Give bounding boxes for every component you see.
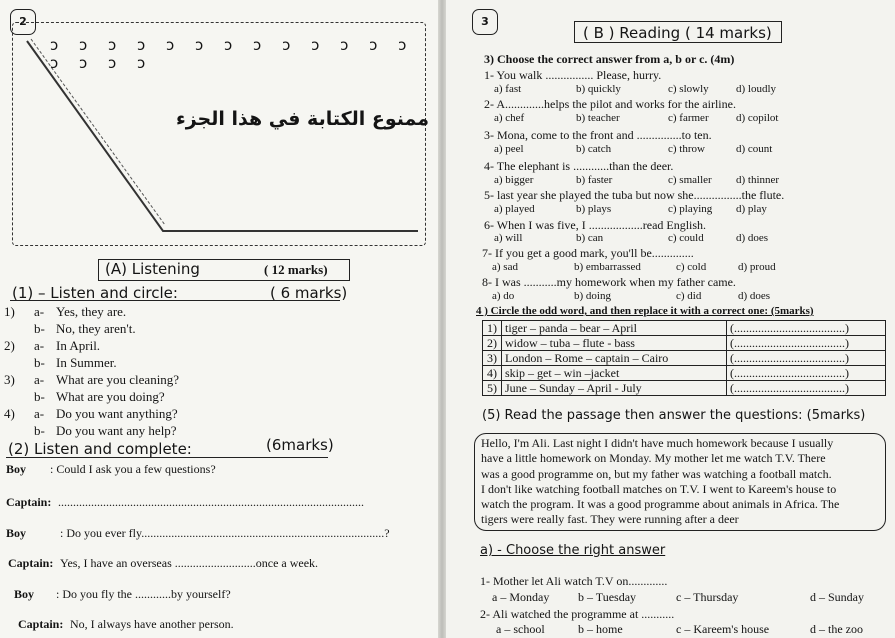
part2-title: (2) Listen and complete: <box>8 440 192 458</box>
passage-line: have a little homework on Monday. My mother let me watch T.V. There <box>481 451 826 466</box>
mcq-stem: 6- When I was five, I ..................read English. <box>484 218 707 232</box>
mcq-options: a) sad b) embarrassed c) cold d) proud <box>492 261 776 273</box>
qa-stem: 2- Ali watched the programme at ........... <box>480 607 675 621</box>
dialogue-line: Boy : Could I ask you a few questions? <box>6 462 216 476</box>
listen-item: 4) a- Do you want anything? <box>4 406 178 421</box>
mcq-stem: 8- I was ...........my homework when my father came. <box>482 275 736 289</box>
listen-item: b- No, they aren't. <box>34 321 136 336</box>
mcq-options: a) bigger b) faster c) smaller d) thinner <box>494 174 780 186</box>
part1-title: (1) – Listen and circle: <box>12 284 178 302</box>
mcq-stem: 3- Mona, come to the front and ...............to ten. <box>484 128 712 142</box>
passage-line: was a good programme on, but my father was watching a football match. <box>481 466 832 481</box>
dialogue-line: Captain: Yes, I have an overseas ...........................once a week. <box>8 556 319 570</box>
passage-line: Hello, I'm Ali. Last night I didn't have much homework because I usually <box>481 436 834 450</box>
part2-underline <box>6 457 328 458</box>
listen-item: 1) a- Yes, they are. <box>4 304 127 319</box>
qa-title: a) - Choose the right answer <box>480 543 666 558</box>
dialogue-line: Boy : Do you ever fly.................................................................................? <box>6 526 390 540</box>
listen-item: b- In Summer. <box>34 355 117 370</box>
listen-item: 3) a- What are you cleaning? <box>4 372 180 387</box>
mcq-options: a) played b) plays c) playing d) play <box>494 203 767 215</box>
listen-item: b- What are you doing? <box>34 389 165 404</box>
passage-line: tigers were really fast. They were running after a deer <box>481 512 739 527</box>
mcq-options: a) do b) doing c) did d) does <box>492 290 771 302</box>
q4-title: 4 ) Circle the odd word, and then replace it with a correct one: (5marks) <box>476 305 814 317</box>
table-row: 4) skip – get – win –jacket (.....................................) <box>483 366 886 381</box>
listen-item: 2) a- In April. <box>4 338 101 353</box>
answer-blank[interactable]: (.....................................) <box>727 351 886 366</box>
answer-blank[interactable]: (.....................................) <box>727 321 886 336</box>
table-row: 1) tiger – panda – bear – April (.....................................) <box>483 321 886 336</box>
odd-word-table <box>482 320 886 396</box>
table-row: 2) widow – tuba – flute - bass (.....................................) <box>483 336 886 351</box>
mcq-stem: 5- last year she played the tuba but now she................the flute. <box>484 188 785 202</box>
mcq-options: a) fast b) quickly c) slowly d) loudly <box>494 83 777 95</box>
mcq-stem: 2- A.............helps the pilot and works for the airline. <box>484 97 736 111</box>
left-page <box>0 0 438 638</box>
mcq-stem: 7- If you get a good mark, you'll be.............. <box>482 246 694 260</box>
dialogue-line: Captain: ...................................................................................................... <box>6 495 364 509</box>
arabic-no-writing-note: ممنوع الكتابة في هذا الجزء <box>176 108 430 130</box>
binder-ring-marks: ↄ ↄ ↄ ↄ ↄ ↄ ↄ ↄ ↄ ↄ ↄ ↄ ↄ ↄ ↄ ↄ ↄ <box>50 36 415 72</box>
passage-line: watch the program. It was a good programme about animals in Africa. The <box>481 497 840 512</box>
listen-item: b- Do you want any help? <box>34 423 177 438</box>
mcq-options: a) peel b) catch c) throw d) count <box>494 143 773 155</box>
book-gutter <box>438 0 446 638</box>
table-row: 5) June – Sunday – April - July (.....................................) <box>483 381 886 396</box>
answer-blank[interactable]: (.....................................) <box>727 381 886 396</box>
mcq-stem: 1- You walk ................ Please, hurry. <box>484 68 662 82</box>
mcq-stem: 4- The elephant is ............than the deer. <box>484 159 674 173</box>
answer-blank[interactable]: (.....................................) <box>727 366 886 381</box>
section-a-marks: ( 12 marks) <box>264 262 328 277</box>
q5-title: (5) Read the passage then answer the questions: (5marks) <box>482 408 866 423</box>
answer-blank[interactable]: (.....................................) <box>727 336 886 351</box>
section-a-title: (A) Listening <box>105 260 200 278</box>
mcq-options: a) chef b) teacher c) farmer d) copilot <box>494 112 779 124</box>
part1-marks: ( 6 marks) <box>270 284 348 302</box>
mcq-options: a) will b) can c) could d) does <box>494 232 769 244</box>
part1-underline <box>10 300 340 301</box>
page-number-right: 3 <box>472 9 498 35</box>
qa-options: a – school b – home c – Kareem's house d – the zoo <box>496 622 863 636</box>
q3-title: 3) Choose the correct answer from a, b or c. (4m) <box>484 52 735 66</box>
dialogue-line: Boy : Do you fly the ............by yourself? <box>14 587 231 601</box>
reading-passage <box>474 433 886 531</box>
section-a-header <box>98 259 350 281</box>
qa-stem: 1- Mother let Ali watch T.V on............. <box>480 574 668 588</box>
part2-marks: (6marks) <box>266 436 334 454</box>
dialogue-line: Captain: No, I always have another person. <box>18 617 234 631</box>
table-row: 3) London – Rome – captain – Cairo (.....................................) <box>483 351 886 366</box>
section-b-header: ( B ) Reading ( 14 marks) <box>574 21 782 43</box>
passage-line: I don't like watching football matches on T.V. I went to Kareem's house to <box>481 481 837 496</box>
qa-options: a – Monday b – Tuesday c – Thursday d – Sunday <box>492 590 864 604</box>
page-number-left: 2 <box>10 9 36 35</box>
